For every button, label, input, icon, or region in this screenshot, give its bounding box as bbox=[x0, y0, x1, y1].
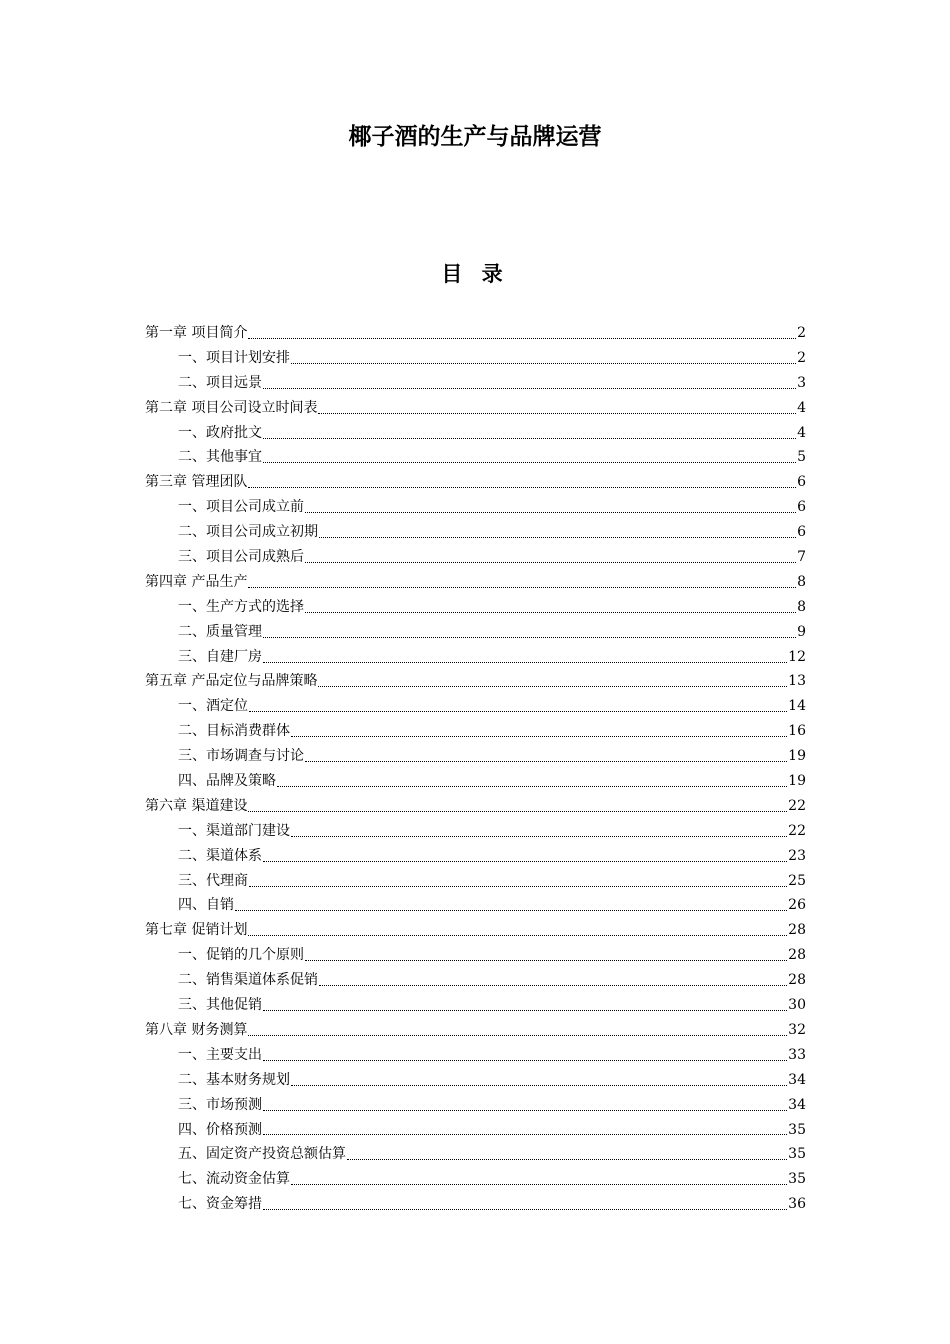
toc-entry-page-number: 5 bbox=[797, 449, 806, 466]
toc-dot-leader bbox=[263, 1060, 787, 1061]
toc-entry-label: 第二章 项目公司设立时间表 bbox=[145, 399, 318, 416]
toc-entry-page-number: 6 bbox=[797, 524, 806, 541]
toc-entry-page-number: 12 bbox=[788, 648, 806, 665]
toc-dot-leader bbox=[318, 686, 787, 687]
toc-section-entry[interactable] bbox=[145, 943, 806, 968]
toc-entry-label: 二、基本财务规划 bbox=[178, 1071, 290, 1088]
toc-entry-label: 二、渠道体系 bbox=[178, 847, 262, 864]
toc-chapter-entry[interactable] bbox=[145, 669, 806, 694]
toc-chapter-entry[interactable] bbox=[145, 918, 806, 943]
toc-dot-leader bbox=[263, 662, 787, 663]
toc-section-entry[interactable] bbox=[145, 869, 806, 894]
toc-entry-page-number: 23 bbox=[788, 847, 806, 864]
toc-entry-label: 一、促销的几个原则 bbox=[178, 947, 304, 964]
toc-entry-label: 四、品牌及策略 bbox=[178, 773, 276, 790]
toc-dot-leader bbox=[249, 886, 787, 887]
toc-dot-leader bbox=[319, 537, 796, 538]
toc-section-entry[interactable] bbox=[145, 346, 806, 371]
toc-entry-label: 第一章 项目简介 bbox=[145, 325, 248, 341]
toc-section-entry[interactable] bbox=[145, 1142, 806, 1167]
toc-entry-label: 第六章 渠道建设 bbox=[145, 797, 248, 814]
toc-chapter-entry[interactable] bbox=[145, 794, 806, 819]
toc-dot-leader bbox=[277, 786, 787, 787]
toc-entry-page-number: 28 bbox=[788, 972, 806, 989]
toc-chapter-entry[interactable] bbox=[145, 1018, 806, 1043]
toc-entry-page-number: 14 bbox=[788, 698, 806, 715]
toc-entry-page-number: 9 bbox=[797, 623, 806, 640]
toc-entry-label: 一、项目公司成立前 bbox=[178, 499, 304, 516]
toc-entry-label: 一、渠道部门建设 bbox=[178, 822, 290, 839]
toc-section-entry[interactable] bbox=[145, 1118, 806, 1143]
toc-dot-leader bbox=[291, 363, 796, 364]
toc-section-entry[interactable] bbox=[145, 993, 806, 1018]
toc-dot-leader bbox=[248, 1035, 787, 1036]
toc-section-entry[interactable] bbox=[145, 719, 806, 744]
toc-dot-leader bbox=[235, 910, 787, 911]
toc-dot-leader bbox=[248, 338, 796, 339]
toc-entry-page-number: 34 bbox=[788, 1071, 806, 1088]
toc-entry-page-number: 19 bbox=[788, 748, 806, 765]
toc-section-entry[interactable] bbox=[145, 694, 806, 719]
toc-dot-leader bbox=[249, 711, 787, 712]
toc-entry-label: 二、项目公司成立初期 bbox=[178, 524, 318, 541]
toc-entry-label: 第八章 财务测算 bbox=[145, 1021, 248, 1038]
toc-section-entry[interactable] bbox=[145, 1093, 806, 1118]
toc-dot-leader bbox=[347, 1159, 787, 1160]
toc-section-entry[interactable] bbox=[145, 744, 806, 769]
toc-entry-label: 第七章 促销计划 bbox=[145, 922, 248, 939]
toc-dot-leader bbox=[248, 587, 796, 588]
toc-section-entry[interactable] bbox=[145, 371, 806, 396]
toc-dot-leader bbox=[263, 1134, 787, 1135]
toc-dot-leader bbox=[263, 438, 796, 439]
toc-chapter-entry[interactable] bbox=[145, 321, 806, 346]
toc-chapter-entry[interactable] bbox=[145, 570, 806, 595]
toc-entry-label: 五、固定资产投资总额估算 bbox=[178, 1146, 346, 1163]
toc-section-entry[interactable] bbox=[145, 445, 806, 470]
toc-entry-page-number: 32 bbox=[788, 1021, 806, 1038]
toc-entry-label: 四、自销 bbox=[178, 897, 234, 914]
toc-entry-page-number: 13 bbox=[788, 673, 806, 690]
toc-chapter-entry[interactable] bbox=[145, 396, 806, 421]
toc-entry-label: 三、市场预测 bbox=[178, 1096, 262, 1113]
toc-section-entry[interactable] bbox=[145, 645, 806, 670]
toc-heading: 目 录 bbox=[441, 261, 509, 286]
toc-dot-leader bbox=[263, 1010, 787, 1011]
toc-dot-leader bbox=[319, 985, 787, 986]
toc-entry-page-number: 36 bbox=[788, 1196, 806, 1213]
toc-dot-leader bbox=[291, 836, 787, 837]
toc-section-entry[interactable] bbox=[145, 620, 806, 645]
toc-entry-label: 第三章 管理团队 bbox=[145, 474, 248, 491]
toc-entry-label: 三、自建厂房 bbox=[178, 648, 262, 665]
toc-entry-page-number: 35 bbox=[788, 1146, 806, 1163]
toc-dot-leader bbox=[291, 736, 787, 737]
toc-entry-label: 三、项目公司成熟后 bbox=[178, 549, 304, 566]
toc-entry-label: 三、代理商 bbox=[178, 872, 248, 889]
toc-entry-page-number: 2 bbox=[797, 325, 806, 341]
toc-entry-label: 二、质量管理 bbox=[178, 623, 262, 640]
toc-entry-page-number: 8 bbox=[797, 573, 806, 590]
toc-entry-label: 七、流动资金估算 bbox=[178, 1171, 290, 1188]
toc-entry-page-number: 7 bbox=[797, 549, 806, 566]
toc-entry-page-number: 3 bbox=[797, 374, 806, 391]
toc-dot-leader bbox=[305, 512, 796, 513]
toc-entry-page-number: 35 bbox=[788, 1171, 806, 1188]
toc-entry-label: 二、销售渠道体系促销 bbox=[178, 972, 318, 989]
toc-entry-label: 第四章 产品生产 bbox=[145, 573, 248, 590]
toc-entry-label: 三、其他促销 bbox=[178, 997, 262, 1014]
toc-entry-label: 二、项目远景 bbox=[178, 374, 262, 391]
toc-entry-page-number: 19 bbox=[788, 773, 806, 790]
toc-dot-leader bbox=[263, 1110, 787, 1111]
toc-section-entry[interactable] bbox=[145, 495, 806, 520]
toc-entry-label: 七、资金筹措 bbox=[178, 1196, 262, 1213]
toc-section-entry[interactable] bbox=[145, 520, 806, 545]
toc-section-entry[interactable] bbox=[145, 545, 806, 570]
toc-dot-leader bbox=[248, 811, 787, 812]
toc-section-entry[interactable] bbox=[145, 1043, 806, 1068]
toc-section-entry[interactable] bbox=[145, 1167, 806, 1192]
toc-entry-page-number: 6 bbox=[797, 474, 806, 491]
toc-section-entry[interactable] bbox=[145, 595, 806, 620]
toc-dot-leader bbox=[248, 487, 796, 488]
toc-entry-label: 一、政府批文 bbox=[178, 424, 262, 441]
toc-entry-page-number: 26 bbox=[788, 897, 806, 914]
toc-section-entry[interactable] bbox=[145, 769, 806, 794]
toc-entry-page-number: 4 bbox=[797, 399, 806, 416]
toc-dot-leader bbox=[305, 960, 787, 961]
toc-dot-leader bbox=[291, 1085, 787, 1086]
toc-section-entry[interactable] bbox=[145, 968, 806, 993]
toc-entry-label: 二、目标消费群体 bbox=[178, 723, 290, 740]
toc-entry-label: 四、价格预测 bbox=[178, 1121, 262, 1138]
toc-entry-label: 第五章 产品定位与品牌策略 bbox=[145, 673, 318, 690]
toc-entry-page-number: 22 bbox=[788, 822, 806, 839]
toc-entry-page-number: 22 bbox=[788, 797, 806, 814]
toc-entry-page-number: 4 bbox=[797, 424, 806, 441]
toc-entry-label: 一、主要支出 bbox=[178, 1046, 262, 1063]
toc-entry-page-number: 25 bbox=[788, 872, 806, 889]
toc-dot-leader bbox=[318, 413, 796, 414]
toc-dot-leader bbox=[291, 1184, 787, 1185]
toc-dot-leader bbox=[248, 935, 787, 936]
toc-entry-page-number: 35 bbox=[788, 1121, 806, 1138]
toc-entry-label: 三、市场调查与讨论 bbox=[178, 748, 304, 765]
toc-dot-leader bbox=[263, 462, 796, 463]
toc-dot-leader bbox=[305, 761, 787, 762]
toc-section-entry[interactable] bbox=[145, 819, 806, 844]
toc-dot-leader bbox=[263, 1209, 787, 1210]
toc-section-entry[interactable] bbox=[145, 421, 806, 446]
toc-section-entry[interactable] bbox=[145, 1068, 806, 1093]
toc-entry-page-number: 16 bbox=[788, 723, 806, 740]
toc-entry-page-number: 34 bbox=[788, 1096, 806, 1113]
toc-entry-page-number: 33 bbox=[788, 1046, 806, 1063]
table-of-contents bbox=[145, 321, 806, 1217]
toc-entry-page-number: 28 bbox=[788, 947, 806, 964]
toc-entry-page-number: 2 bbox=[797, 349, 806, 366]
toc-entry-page-number: 30 bbox=[788, 997, 806, 1014]
toc-entry-label: 一、生产方式的选择 bbox=[178, 598, 304, 615]
toc-entry-page-number: 8 bbox=[797, 598, 806, 615]
toc-entry-label: 一、项目计划安排 bbox=[178, 349, 290, 366]
toc-section-entry[interactable] bbox=[145, 893, 806, 918]
toc-section-entry[interactable] bbox=[145, 844, 806, 869]
toc-entry-page-number: 6 bbox=[797, 499, 806, 516]
document-title: 椰子酒的生产与品牌运营 bbox=[348, 123, 602, 150]
toc-dot-leader bbox=[263, 861, 787, 862]
toc-entry-page-number: 28 bbox=[788, 922, 806, 939]
toc-dot-leader bbox=[305, 612, 796, 613]
toc-dot-leader bbox=[263, 388, 796, 389]
toc-entry-label: 二、其他事宜 bbox=[178, 449, 262, 466]
toc-dot-leader bbox=[263, 637, 796, 638]
toc-chapter-entry[interactable] bbox=[145, 470, 806, 495]
toc-section-entry[interactable] bbox=[145, 1192, 806, 1217]
toc-dot-leader bbox=[305, 562, 796, 563]
toc-entry-label: 一、酒定位 bbox=[178, 698, 248, 715]
